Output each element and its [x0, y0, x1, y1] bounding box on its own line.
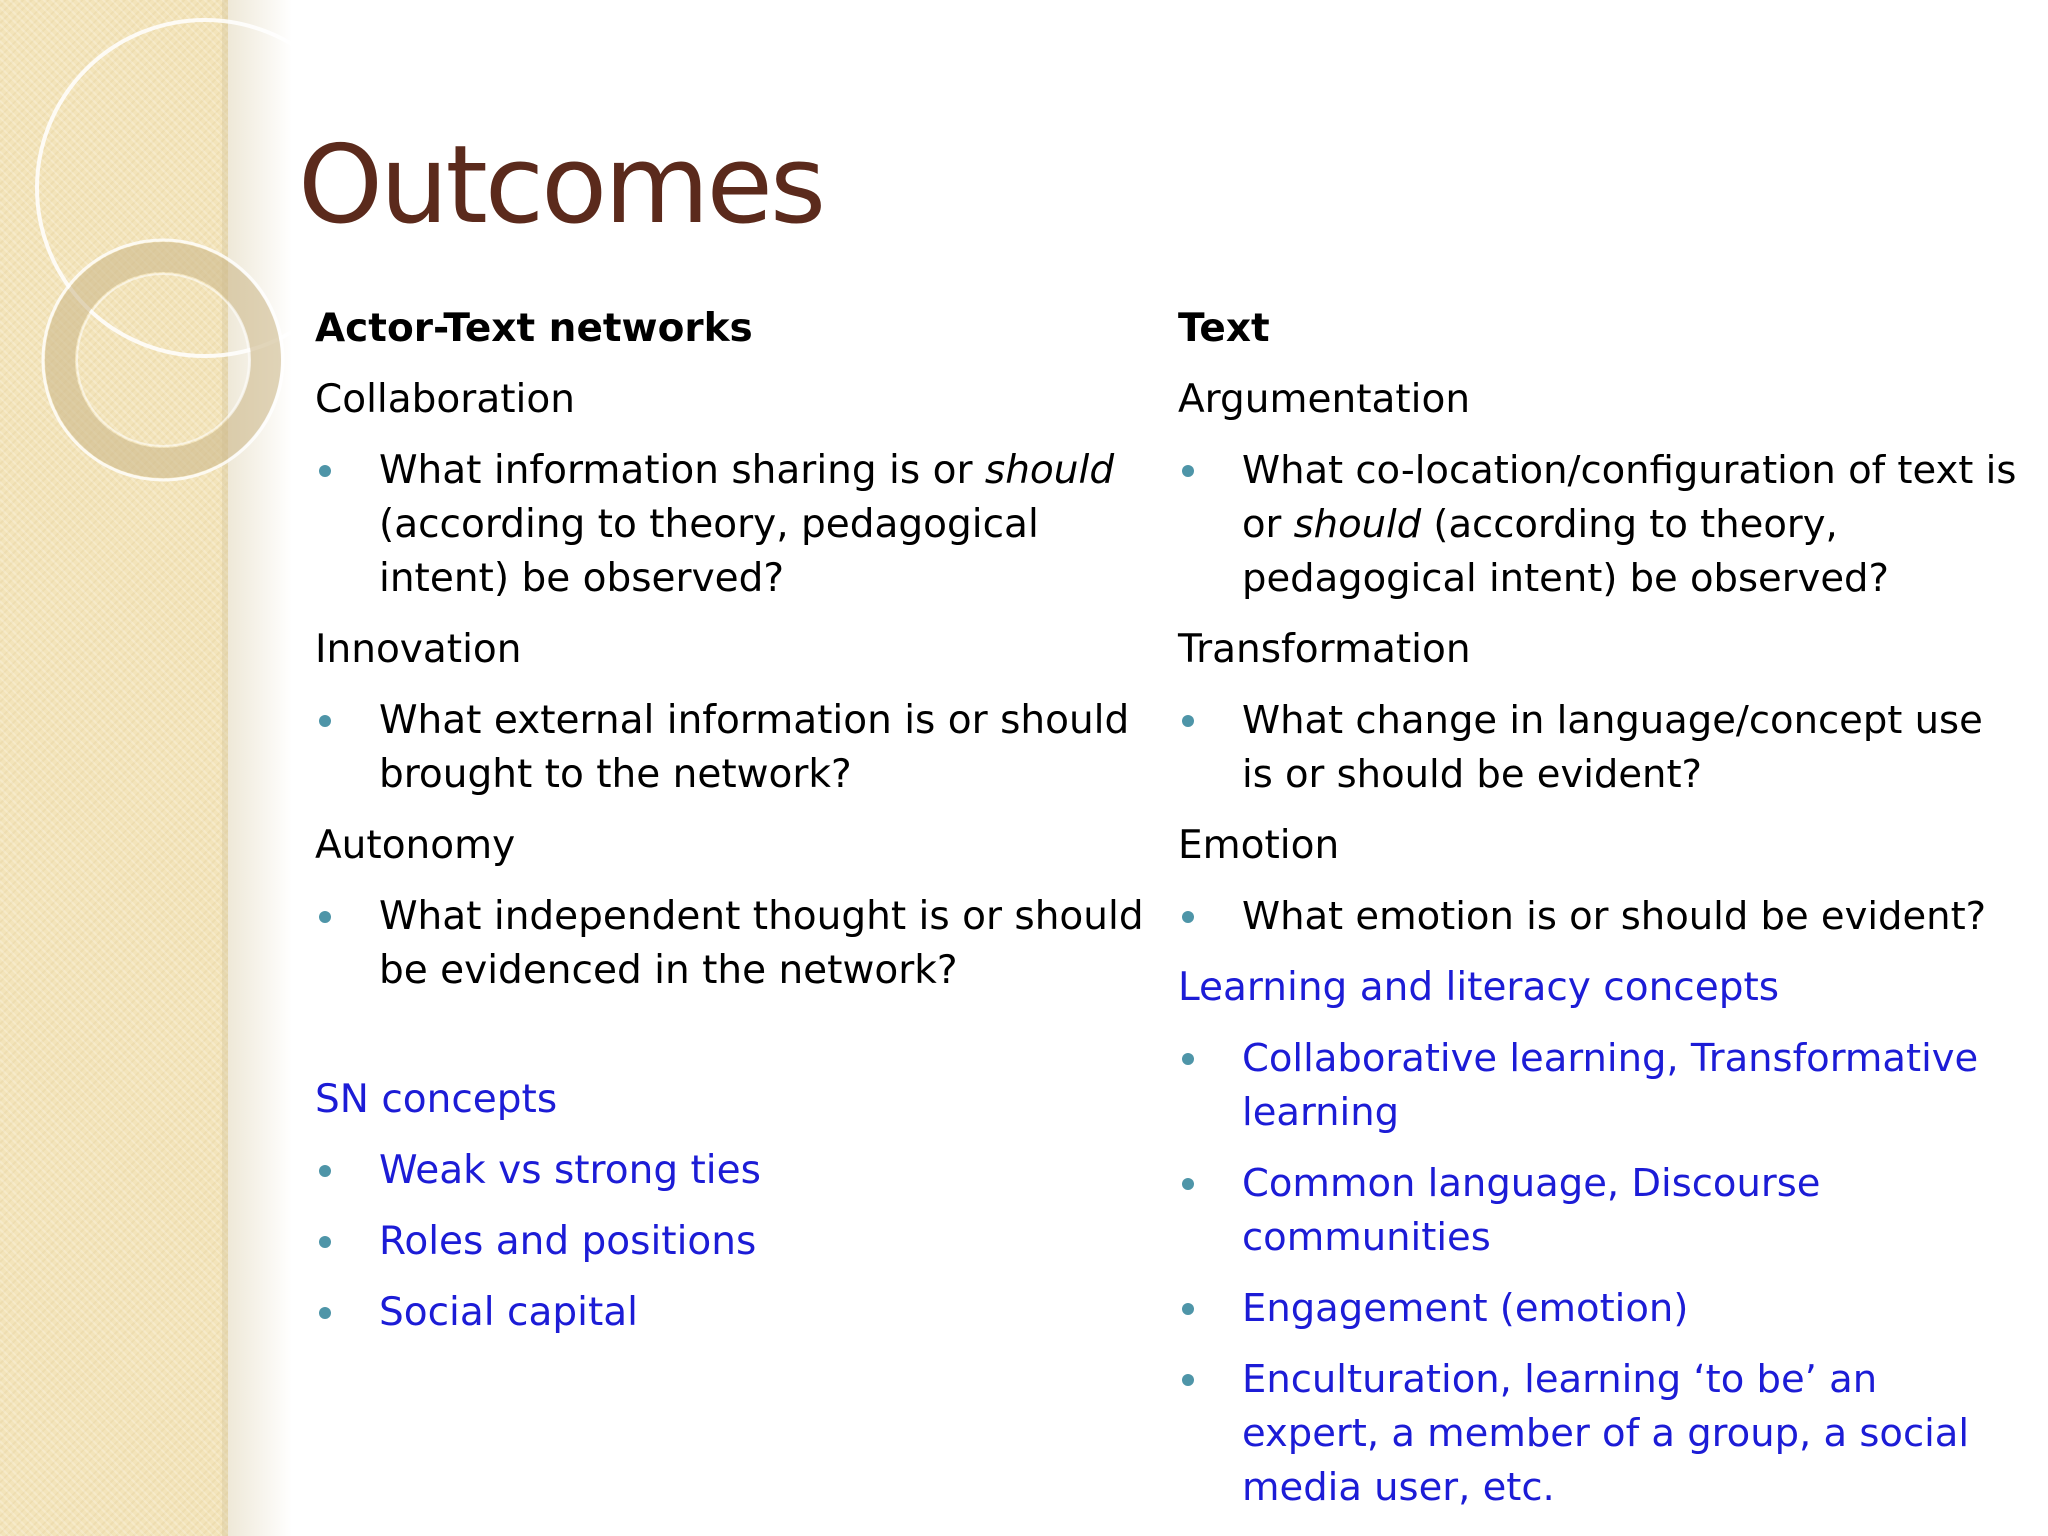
- bullet-emotion-question: [1178, 890, 2018, 944]
- category-autonomy: Autonomy: [315, 823, 516, 868]
- bullet-dot: [319, 1236, 331, 1248]
- bullet-dot: [1182, 1374, 1194, 1386]
- concept-text: Common language, Discourse communities: [1242, 1161, 1821, 1260]
- concept-text: Weak vs strong ties: [379, 1148, 761, 1193]
- emphasis-should: should: [984, 448, 1115, 493]
- bullet-dot: [319, 715, 331, 727]
- bullet-dot: [1182, 1303, 1194, 1315]
- concept-text: Roles and positions: [379, 1219, 757, 1264]
- bullet-collaboration-question: [315, 444, 1145, 606]
- left-heading: Actor-Text networks: [315, 306, 753, 351]
- bullet-text: What change in language/concept use is or should be evident?: [1242, 698, 1983, 797]
- concept-item-roles-and-positions: [315, 1215, 1145, 1269]
- category-collaboration: Collaboration: [315, 377, 575, 422]
- left-column: [315, 302, 1145, 1357]
- category-emotion: Emotion: [1178, 823, 1340, 868]
- bullet-dot: [1182, 465, 1194, 477]
- sn-concepts-heading: SN concepts: [315, 1077, 558, 1122]
- concept-item-engagement: [1178, 1282, 2018, 1336]
- bullet-argumentation-question: [1178, 444, 2018, 606]
- concept-item-weak-vs-strong-ties: [315, 1144, 1145, 1198]
- concept-item-enculturation: [1178, 1353, 2018, 1515]
- learning-literacy-concepts-heading: Learning and literacy concepts: [1178, 965, 1780, 1010]
- bullet-text-end: (according to theory, pedagogical intent) be observed?: [1242, 502, 1889, 601]
- bullet-dot: [319, 1307, 331, 1319]
- bullet-text: What independent thought is or should be evidenced in the network?: [379, 894, 1144, 993]
- bullet-dot: [319, 465, 331, 477]
- concept-text: Enculturation, learning ‘to be’ an expert, a member of a group, a social media user, etc.: [1242, 1357, 1970, 1510]
- bullet-text: What emotion is or should be evident?: [1242, 894, 1987, 939]
- bullet-text-start: What information sharing is or: [379, 448, 985, 493]
- concept-text: Collaborative learning, Transformative learning: [1242, 1036, 1979, 1135]
- concept-text: Engagement (emotion): [1242, 1286, 1689, 1331]
- bullet-text-start: What co-location/configuration of text is or: [1242, 448, 2017, 547]
- spacer: [315, 1015, 1145, 1073]
- concept-item-social-capital: [315, 1286, 1145, 1340]
- category-transformation: Transformation: [1178, 627, 1471, 672]
- bullet-dot: [1182, 911, 1194, 923]
- bullet-dot: [319, 1165, 331, 1177]
- bullet-dot: [1182, 1178, 1194, 1190]
- category-argumentation: Argumentation: [1178, 377, 1471, 422]
- category-innovation: Innovation: [315, 627, 522, 672]
- concept-text: Social capital: [379, 1290, 638, 1335]
- bullet-autonomy-question: [315, 890, 1145, 998]
- bullet-dot: [1182, 1053, 1194, 1065]
- decorative-rings-graphic: [0, 0, 300, 520]
- concept-item-collaborative-learning: [1178, 1032, 2018, 1140]
- right-heading: Text: [1178, 306, 1270, 351]
- bullet-dot: [1182, 715, 1194, 727]
- bullet-transformation-question: [1178, 694, 2018, 802]
- emphasis-should: should: [1293, 502, 1422, 547]
- right-column: [1178, 302, 2018, 1532]
- concept-item-common-language: [1178, 1157, 2018, 1265]
- bullet-dot: [319, 911, 331, 923]
- bullet-text-end: (according to theory, pedagogical intent) be observed?: [379, 502, 1039, 601]
- slide-title: Outcomes: [298, 123, 824, 248]
- bullet-text: What external information is or should brought to the network?: [379, 698, 1130, 797]
- bullet-innovation-question: [315, 694, 1145, 802]
